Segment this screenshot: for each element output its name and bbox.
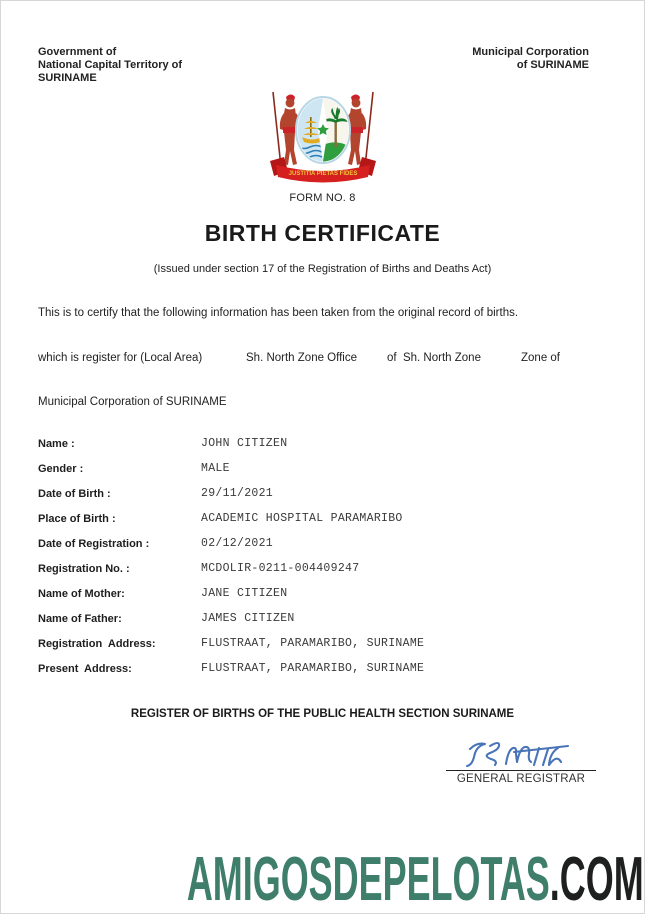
field-label: Name of Father: — [38, 612, 122, 625]
registrar-title: GENERAL REGISTRAR — [456, 773, 586, 785]
register-footer-heading: REGISTER OF BIRTHS OF THE PUBLIC HEALTH SECTION SURINAME — [130, 708, 515, 720]
certify-statement: This is to certify that the following information has been taken from the original record of births. — [38, 307, 519, 319]
registrar-signature-icon — [456, 737, 586, 769]
field-value: 02/12/2021 — [201, 537, 274, 550]
field-row-name — [38, 431, 424, 456]
signature-rule — [446, 770, 596, 771]
field-value: MALE — [201, 462, 230, 475]
field-row-mother-name — [38, 581, 424, 606]
issuer-right-heading — [472, 46, 589, 72]
register-area-line — [38, 352, 624, 364]
document-subtitle: (Issued under section 17 of the Registration of Births and Deaths Act) — [153, 263, 492, 275]
field-row-date-of-registration — [38, 531, 424, 556]
zone-value: of Sh. North Zone — [387, 352, 481, 364]
signature-block — [446, 737, 596, 785]
watermark-suffix-text: .COM — [550, 845, 644, 914]
field-label: Registration Address: — [38, 637, 156, 650]
issuer-right-line: of SURINAME — [516, 59, 589, 71]
field-label: Name : — [38, 437, 75, 450]
field-row-place-of-birth — [38, 506, 424, 531]
field-label: Name of Mother: — [38, 587, 125, 600]
issuer-right-line: Municipal Corporation — [472, 46, 589, 58]
register-line-label: which is register for (Local Area) — [38, 352, 203, 364]
field-label: Date of Birth : — [38, 487, 111, 500]
suriname-coat-of-arms-icon — [264, 89, 382, 194]
field-label: Place of Birth : — [38, 512, 116, 525]
field-row-registration-address — [38, 631, 424, 656]
field-row-registration-no — [38, 556, 424, 581]
field-row-date-of-birth — [38, 481, 424, 506]
field-label: Gender : — [38, 462, 84, 475]
emblem-motto: JUSTITIA PIETAS FIDES — [288, 171, 357, 177]
watermark-primary-text: AMIGOSDEPELOTAS — [187, 845, 551, 914]
field-value: FLUSTRAAT, PARAMARIBO, SURINAME — [201, 637, 425, 650]
form-number: FORM NO. 8 — [289, 192, 356, 204]
corporation-line: Municipal Corporation of SURINAME — [38, 396, 227, 408]
field-value: JANE CITIZEN — [201, 587, 288, 600]
field-value: ACADEMIC HOSPITAL PARAMARIBO — [201, 512, 403, 525]
field-row-present-address — [38, 656, 424, 681]
zone-office-value: Sh. North Zone Office — [246, 352, 358, 364]
field-value: JOHN CITIZEN — [201, 437, 288, 450]
issuer-left-line: National Capital Territory of — [38, 59, 183, 71]
field-value: JAMES CITIZEN — [201, 612, 295, 625]
certificate-fields — [38, 431, 424, 681]
issuer-left-line: SURINAME — [38, 72, 97, 84]
field-value: 29/11/2021 — [201, 487, 274, 500]
field-value: FLUSTRAAT, PARAMARIBO, SURINAME — [201, 662, 425, 675]
field-label: Present Address: — [38, 662, 132, 675]
field-value: MCDOLIR-0211-004409247 — [201, 562, 360, 575]
issuer-left-heading — [38, 46, 182, 85]
field-row-gender — [38, 456, 424, 481]
site-watermark — [187, 844, 644, 914]
zone-of-label: Zone of — [521, 352, 560, 364]
field-row-father-name — [38, 606, 424, 631]
issuer-left-line: Government of — [38, 46, 117, 58]
field-label: Registration No. : — [38, 562, 130, 575]
field-label: Date of Registration : — [38, 537, 150, 550]
document-title: BIRTH CERTIFICATE — [204, 220, 441, 246]
